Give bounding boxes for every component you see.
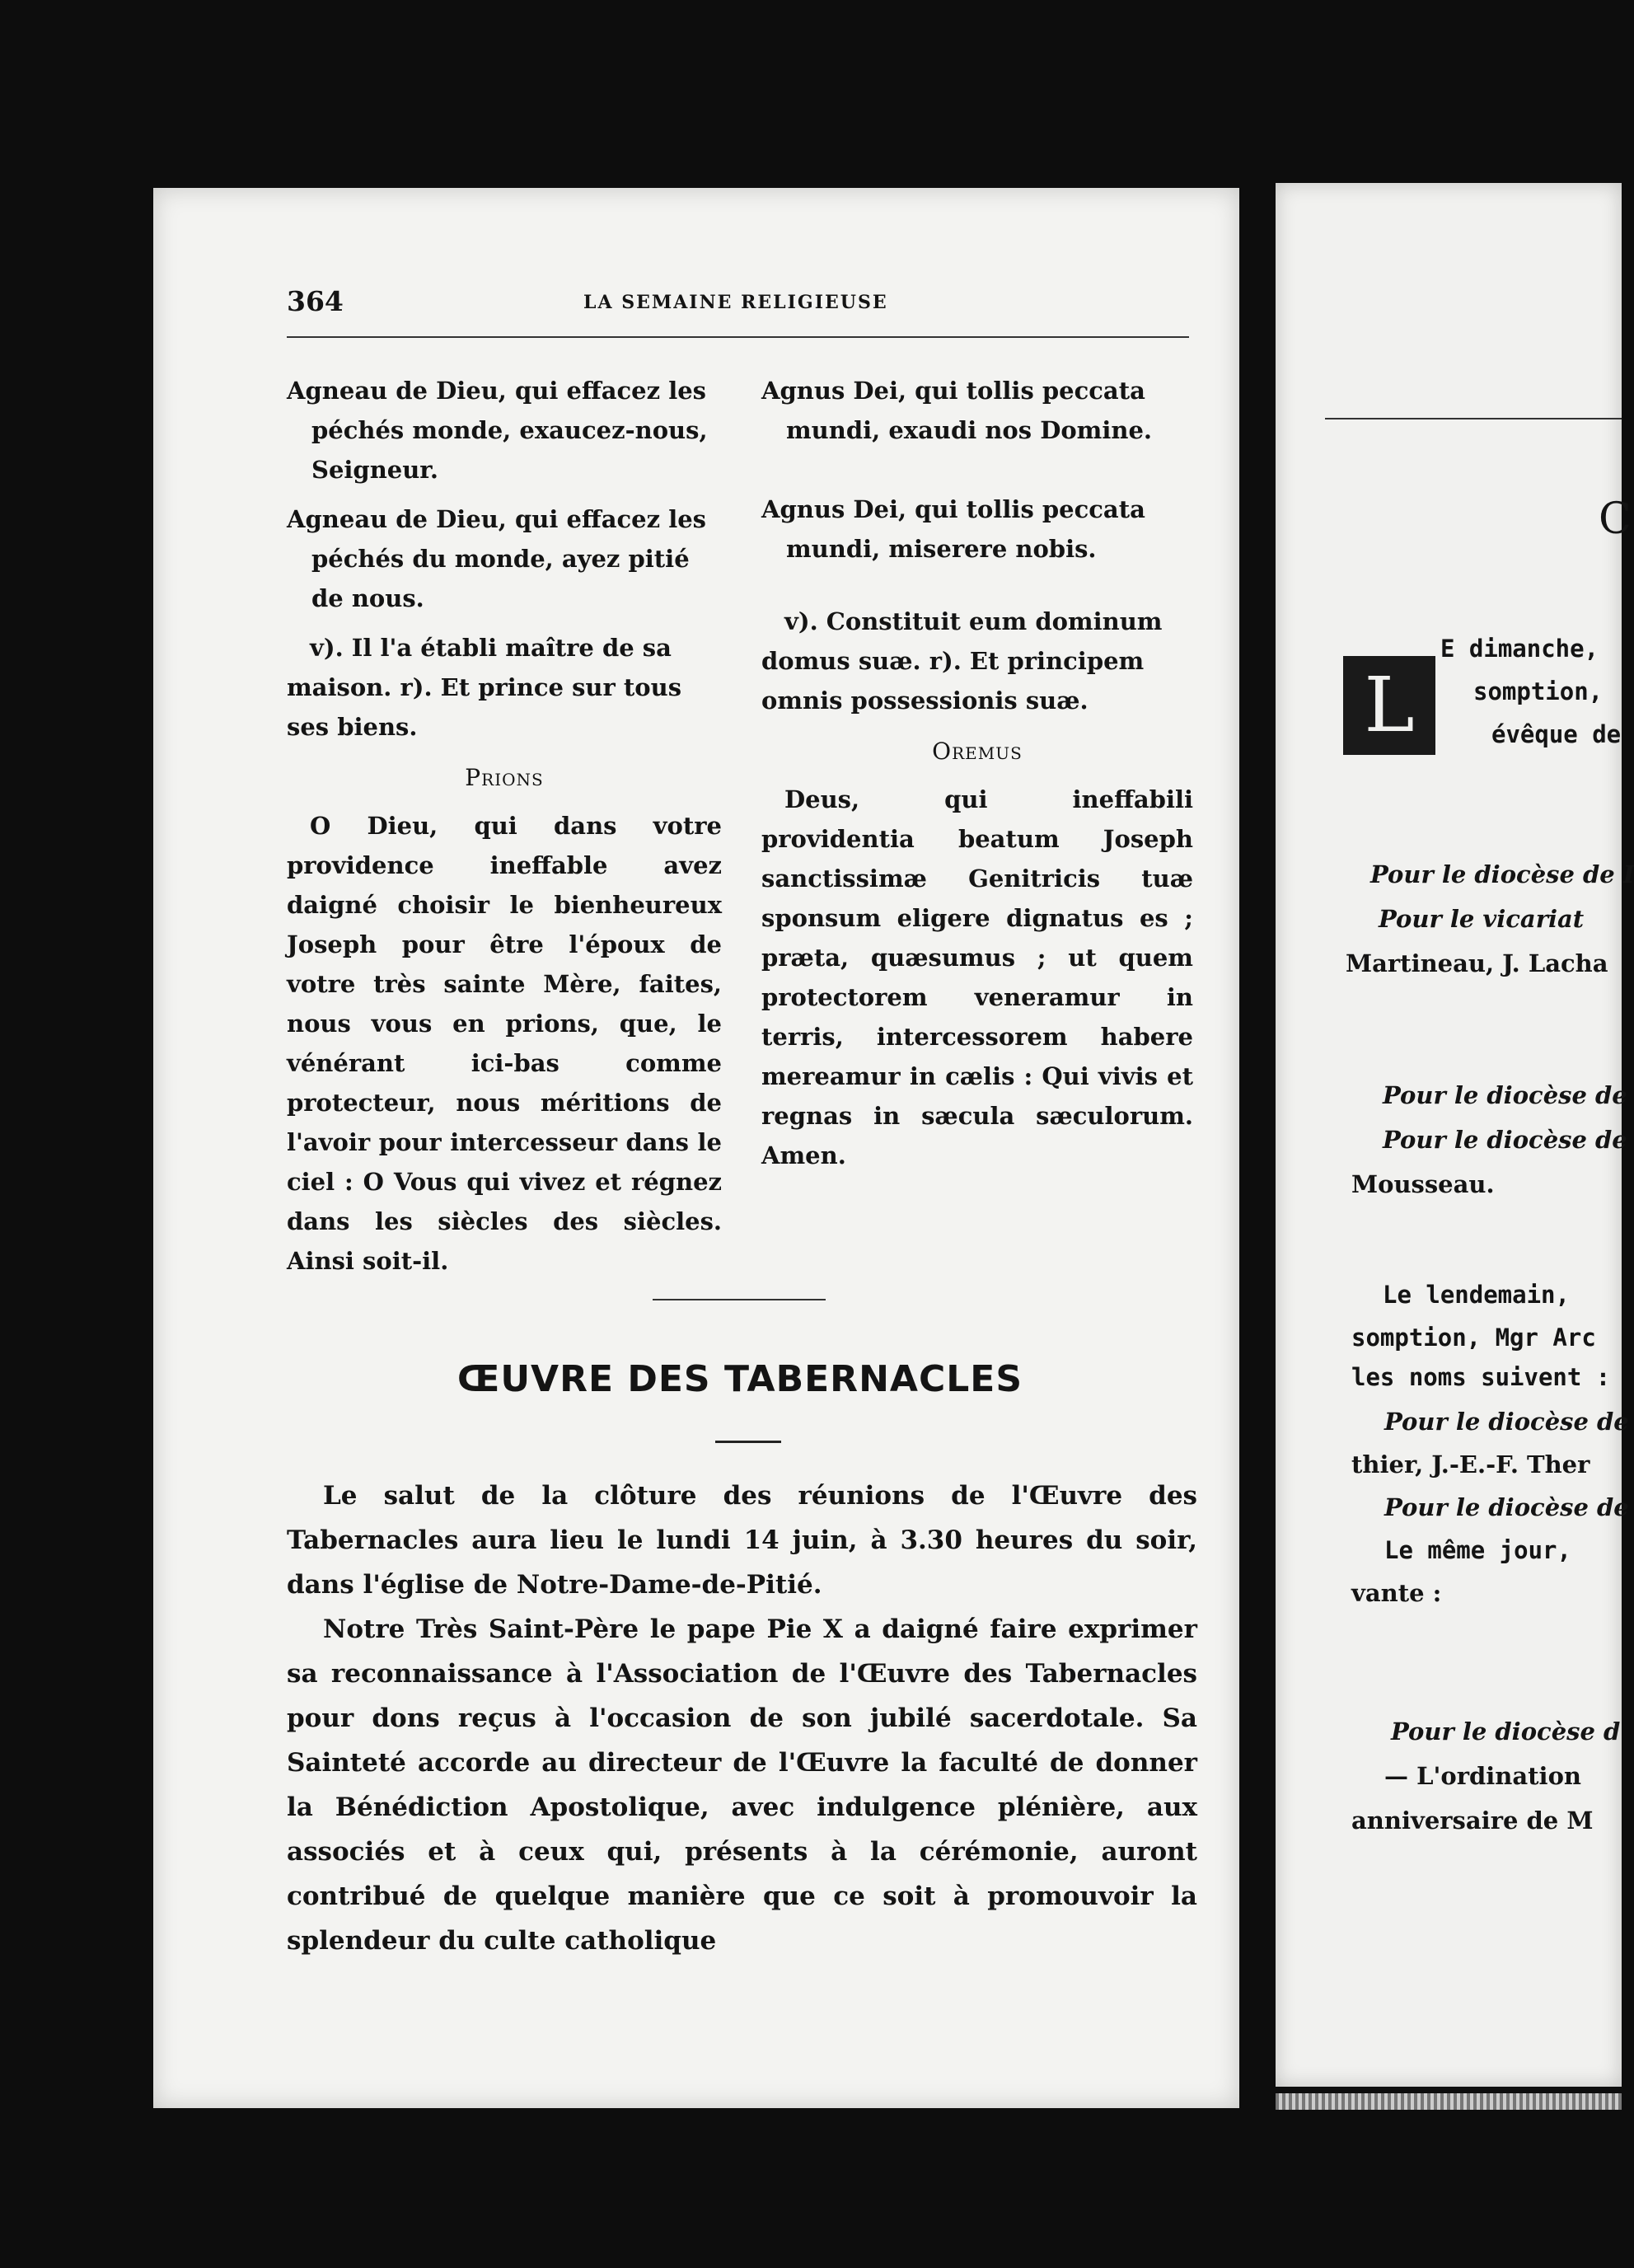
right-line: Le même jour, <box>1384 1536 1571 1564</box>
left-page <box>153 188 1239 2108</box>
la-versicle: v). Constituit eum dominum domus suæ. r). Et principem omnis possessionis suæ. <box>761 607 1163 715</box>
right-line: Pour le diocèse d <box>1391 1717 1621 1746</box>
section-divider <box>653 1299 826 1300</box>
right-line: vante : <box>1351 1579 1442 1607</box>
fr-prayer-heading: Prions <box>465 764 544 791</box>
right-line: Pour le diocèse de <box>1384 1493 1629 1521</box>
right-line: Pour le vicariat <box>1379 905 1585 933</box>
fr-litany-2: Agneau de Dieu, qui effacez les péchés du monde, ayez pitié de nous. <box>287 505 706 612</box>
right-header-rule <box>1325 418 1622 419</box>
right-line: somption, Mgr Arc <box>1351 1324 1596 1352</box>
la-prayer: Deus, qui ineffabili providentia beatum Joseph sanctissimæ Genitricis tuæ sponsum eligere dignatus es ; præta, quæsumus ; ut quem protectorem veneramur in terris, intercessorem habere mereamur in cælis : Qui vivis et regnas in sæcula sæculorum. Amen. <box>761 785 1193 1169</box>
fr-litany-1: Agneau de Dieu, qui effacez les péchés monde, exaucez-nous, Seigneur. <box>287 377 708 484</box>
right-line: Mousseau. <box>1351 1170 1495 1198</box>
fr-prayer: O Dieu, qui dans votre providence ineffable avez daigné choisir le bienheureux Joseph pour être l'époux de votre très sainte Mère, faites, nous vous en prions, que, le vénérant ici-bas comme protecteur, nous méritions de l'avoir pour intercesseur dans le ciel : O Vous qui vivez et régnez dans les siècles des siècles. Ainsi soit-il. <box>287 812 722 1275</box>
right-line: thier, J.-E.-F. Ther <box>1351 1450 1590 1478</box>
header-rule <box>287 336 1189 338</box>
page-header <box>287 285 1193 318</box>
french-column <box>287 371 722 1281</box>
paragraph-1: Le salut de la clôture des réunions de l'Œuvre des Tabernacles aura lieu le lundi 14 juin, à 3.30 heures du soir, dans l'église de Notre-Dame-de-Pitié. <box>287 1481 1197 1600</box>
right-page <box>1276 183 1634 2087</box>
page-number: 364 <box>287 285 344 317</box>
right-line: Le lendemain, <box>1383 1281 1570 1309</box>
la-prayer-heading: Oremus <box>932 738 1023 765</box>
right-line: Pour le diocèse de I <box>1370 860 1634 888</box>
right-line: Pour le diocèse de <box>1383 1126 1627 1154</box>
section-body <box>287 1474 1197 1963</box>
binding-edge <box>1276 2093 1622 2110</box>
right-line: anniversaire de M <box>1351 1806 1594 1835</box>
paragraph-2: Notre Très Saint-Père le pape Pie X a daigné faire exprimer sa reconnaissance à l'Association de l'Œuvre des Tabernacles pour dons reçus à l'occasion de son jubilé sacerdotale. Sa Sainteté accorde au directeur de l'Œuvre la faculté de donner la Bénédiction Apostolique, avec indulgence plénière, aux associés et à ceux qui, présents à la cérémonie, auront contribué de quelque manière que ce soit à promouvoir la splendeur du culte catholique <box>287 1614 1197 1956</box>
title-rule <box>715 1441 781 1443</box>
right-line: E dimanche, <box>1440 635 1599 663</box>
running-title: LA SEMAINE RELIGIEUSE <box>583 292 888 313</box>
right-line: Martineau, J. Lacha <box>1346 949 1608 977</box>
right-line: — L'ordination <box>1384 1762 1581 1790</box>
right-line: les noms suivent : <box>1351 1363 1611 1391</box>
right-line: Pour le diocèse de <box>1384 1408 1629 1436</box>
right-line: évêque de <box>1491 720 1622 748</box>
latin-column <box>761 371 1193 1175</box>
right-heading-fragment: C <box>1599 494 1632 544</box>
la-litany-2: Agnus Dei, qui tollis peccata mundi, miserere nobis. <box>761 495 1145 563</box>
right-line: somption, <box>1473 677 1604 705</box>
right-line: Pour le diocèse de <box>1383 1081 1627 1109</box>
fr-versicle: v). Il l'a établi maître de sa maison. r). Et prince sur tous ses biens. <box>287 634 682 741</box>
section-title: ŒUVRE DES TABERNACLES <box>456 1358 1023 1400</box>
la-litany-1: Agnus Dei, qui tollis peccata mundi, exaudi nos Domine. <box>761 377 1153 444</box>
dropcap-ornament: L <box>1343 656 1435 755</box>
